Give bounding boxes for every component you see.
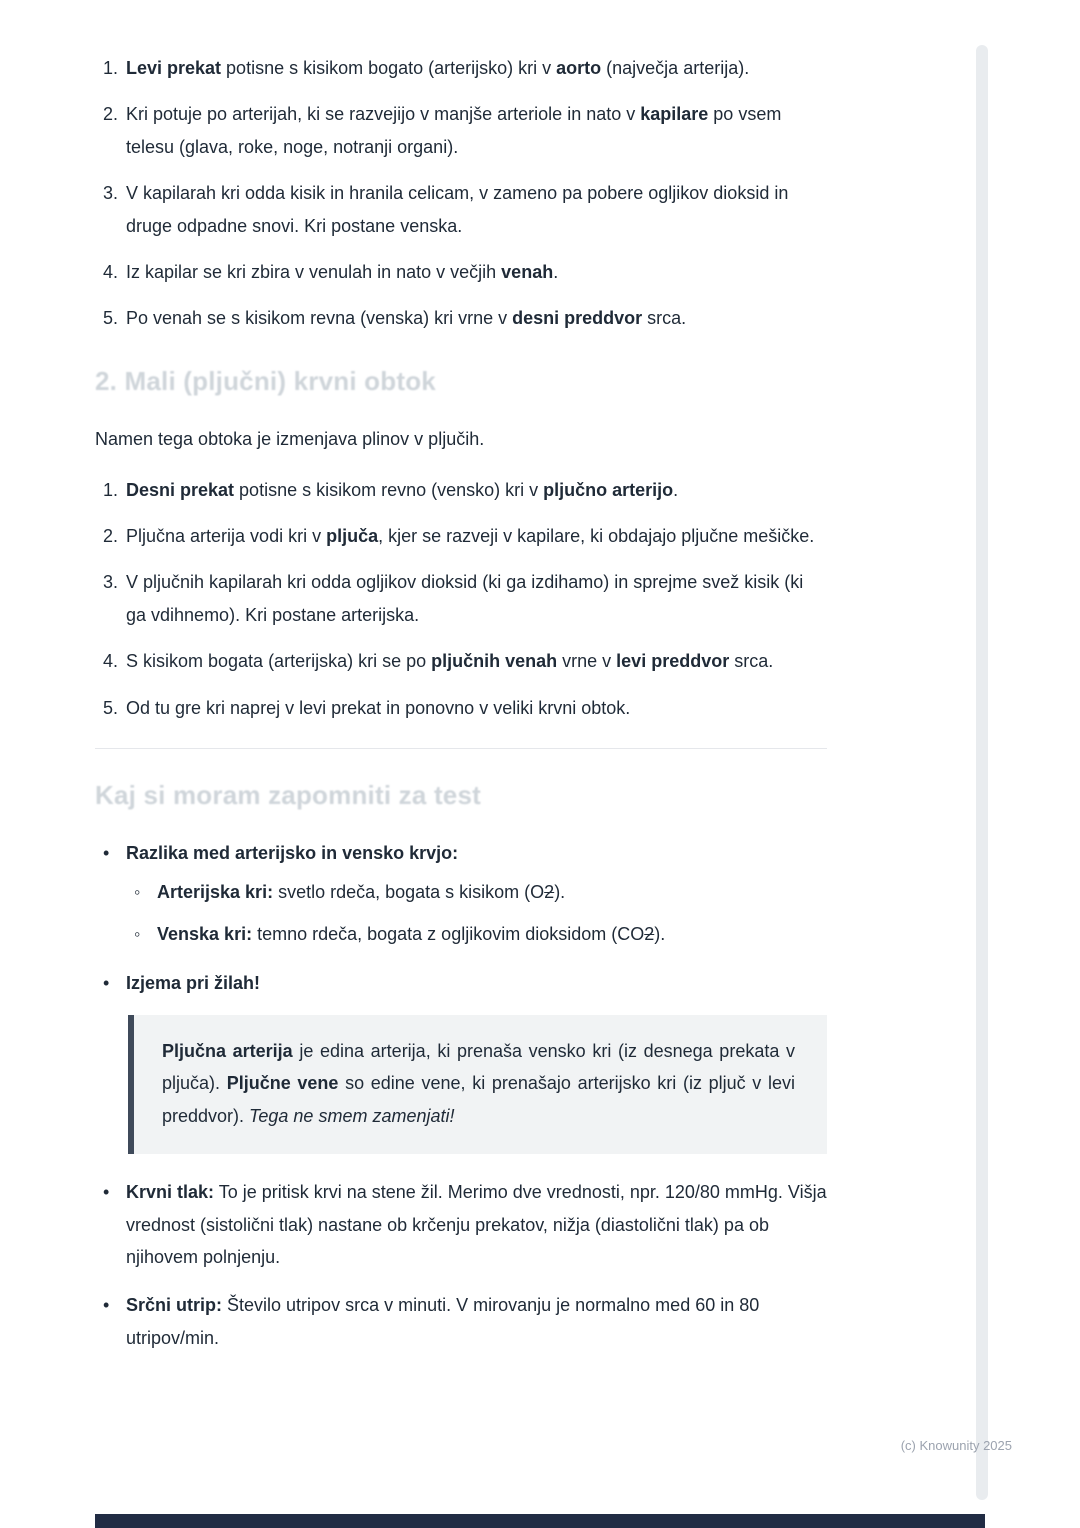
text-segment: ). [554,881,566,902]
text-segment: Tega ne smem zamenjati! [249,1105,455,1126]
big-circulation-steps-list [95,52,827,335]
text-segment: Razlika med arterijsko in vensko krvjo: [126,843,459,864]
list-item-number: 4. [103,651,119,672]
list-item-number: 3. [103,572,119,593]
test-summary-list-bottom [95,1176,827,1354]
bullet-text [126,1289,827,1354]
text-segment: 2 [544,881,555,902]
text-segment: po vsem telesu (glava, roke, noge, notranji organi). [126,104,782,157]
text-segment: Levi prekat [126,58,222,78]
bullet-marker: ◦ [134,881,141,902]
text-segment: venah [501,261,554,282]
bullet-item [95,1176,827,1273]
numbered-list-item [95,645,827,677]
text-segment: aorto [556,58,602,78]
numbered-list-item [95,692,827,724]
numbered-list-item [95,520,827,552]
text-segment: ). [654,924,666,945]
text-segment: Srčni utrip: [126,1295,223,1316]
list-item-number: 1. [103,58,119,78]
numbered-list-item [95,177,827,242]
bullet-item [95,1289,827,1354]
scrollbar-track[interactable] [976,45,988,1500]
section-divider [95,748,827,749]
text-segment: V kapilarah kri odda kisik in hranila celicam, v zameno pa pobere ogljikov dioksid in druge odpadne snovi. Kri postane venska. [126,183,789,236]
list-item-text [126,645,827,677]
bullet-marker: • [103,1295,110,1316]
list-item-number: 5. [103,697,119,718]
bullet-marker: • [103,1182,110,1203]
sub-bullet-list [126,876,827,951]
numbered-list-item [95,474,827,506]
text-segment: Izjema pri žilah! [126,972,261,993]
text-segment: . [553,261,559,282]
bottom-bar [95,1514,985,1528]
sub-bullet-item [126,918,827,950]
footer-credit: (c) Knowunity 2025 [900,1438,1012,1453]
bullet-row [126,918,827,950]
bullet-text [126,1176,827,1273]
text-segment: To je pritisk krvi na stene žil. Merimo dve vrednosti, npr. 120/80 mmHg. Višja vrednost (sistolični tlak) nastane ob krčenju prekatov, nižja (diastolični tlak) pa ob njihovem polnjenju. [126,1182,827,1267]
list-item-text [126,256,827,288]
text-segment: je edina arterija, ki prenaša vensko kri (iz desnega prekata v pljuča). [162,1041,795,1094]
callout-text [162,1035,795,1132]
text-segment: desni preddvor [512,308,643,329]
bullet-row [95,967,827,999]
text-segment: Venska kri: [157,924,253,945]
text-segment: svetlo rdeča, bogata s kisikom (O [273,881,545,902]
text-segment: S kisikom bogata (arterijska) kri se po [126,651,432,672]
bullet-row [95,1289,827,1354]
text-segment: Od tu gre kri naprej v levi prekat in ponovno v veliki krvni obtok. [126,697,631,718]
text-segment: Iz kapilar se kri zbira v venulah in nato v večjih [126,261,502,282]
text-segment: 2 [644,924,655,945]
text-segment: temno rdeča, bogata z ogljikovim dioksidom (CO [252,924,645,945]
text-segment: vrne v [557,651,617,672]
text-segment: potisne s kisikom revno (vensko) kri v [234,479,544,500]
list-item-text [126,302,827,334]
bullet-row [126,876,827,908]
text-segment: . [673,479,679,500]
sub-bullet-item [126,876,827,908]
text-segment: so edine vene, ki prenašajo arterijsko kri (iz pljuč v levi preddvor). [162,1073,795,1126]
list-item-number: 5. [103,308,119,329]
list-item-number: 2. [103,526,119,547]
numbered-list-item [95,256,827,288]
bullet-text [126,837,827,869]
callout-note [128,1015,827,1154]
heading-small-pulmonary-circulation: 2. Mali (pljučni) krvni obtok [95,365,436,396]
list-item-text [126,566,827,631]
list-item-text [126,52,827,84]
list-item-number: 3. [103,183,119,204]
bullet-marker: • [103,972,110,993]
small-circulation-steps-list [95,474,827,724]
list-item-number: 4. [103,261,119,282]
bullet-row [95,837,827,869]
bullet-text [157,876,827,908]
text-segment: V pljučnih kapilarah kri odda ogljikov dioksid (ki ga izdihamo) in sprejme svež kisik (ki ga vdihnemo). Kri postane arterijska. [126,572,804,625]
small-circulation-intro: Namen tega obtoka je izmenjava plinov v pljučih. [95,429,485,450]
bullet-row [95,1176,827,1273]
text-segment: srca. [729,651,774,672]
list-item-text [126,474,827,506]
text-segment: Kri potuje po arterijah, ki se razvejijo v manjše arteriole in nato v [126,104,641,125]
list-item-text [126,177,827,242]
list-item-number: 1. [103,479,119,500]
bullet-item [95,967,827,999]
notes-content [95,0,827,1370]
text-segment: , kjer se razveji v kapilare, ki obdajajo pljučne mešičke. [378,526,815,547]
text-segment: Število utripov srca v minuti. V mirovanju je normalno med 60 in 80 utripov/min. [126,1295,760,1348]
text-segment: srca. [642,308,687,329]
bullet-item [95,837,827,950]
bullet-text [126,967,827,999]
numbered-list-item [95,52,827,84]
text-segment: pljuča [326,526,379,547]
text-segment: pljučnih venah [431,651,558,672]
list-item-text [126,98,827,163]
bullet-marker: • [103,843,110,864]
text-segment: levi preddvor [616,651,730,672]
list-item-number: 2. [103,104,119,125]
bullet-marker: ◦ [134,924,141,945]
list-item-text [126,692,827,724]
list-item-text [126,520,827,552]
numbered-list-item [95,566,827,631]
text-segment: Pljučna arterija [162,1041,293,1062]
text-segment: Pljučne vene [226,1073,339,1094]
test-summary-list-top [95,837,827,999]
text-segment: Po venah se s kisikom revna (venska) kri vrne v [126,308,513,329]
text-segment: Pljučna arterija vodi kri v [126,526,327,547]
text-segment: Arterijska kri: [157,881,274,902]
text-segment: Desni prekat [126,479,235,500]
text-segment: Krvni tlak: [126,1182,215,1203]
text-segment: pljučno arterijo [543,479,674,500]
heading-test-summary: Kaj si moram zapomniti za test [95,779,481,810]
numbered-list-item [95,302,827,334]
bullet-text [157,918,827,950]
text-segment: (največja arterija). [601,58,750,78]
text-segment: potisne s kisikom bogato (arterijsko) kri v [221,58,557,78]
text-segment: kapilare [640,104,709,125]
numbered-list-item [95,98,827,163]
